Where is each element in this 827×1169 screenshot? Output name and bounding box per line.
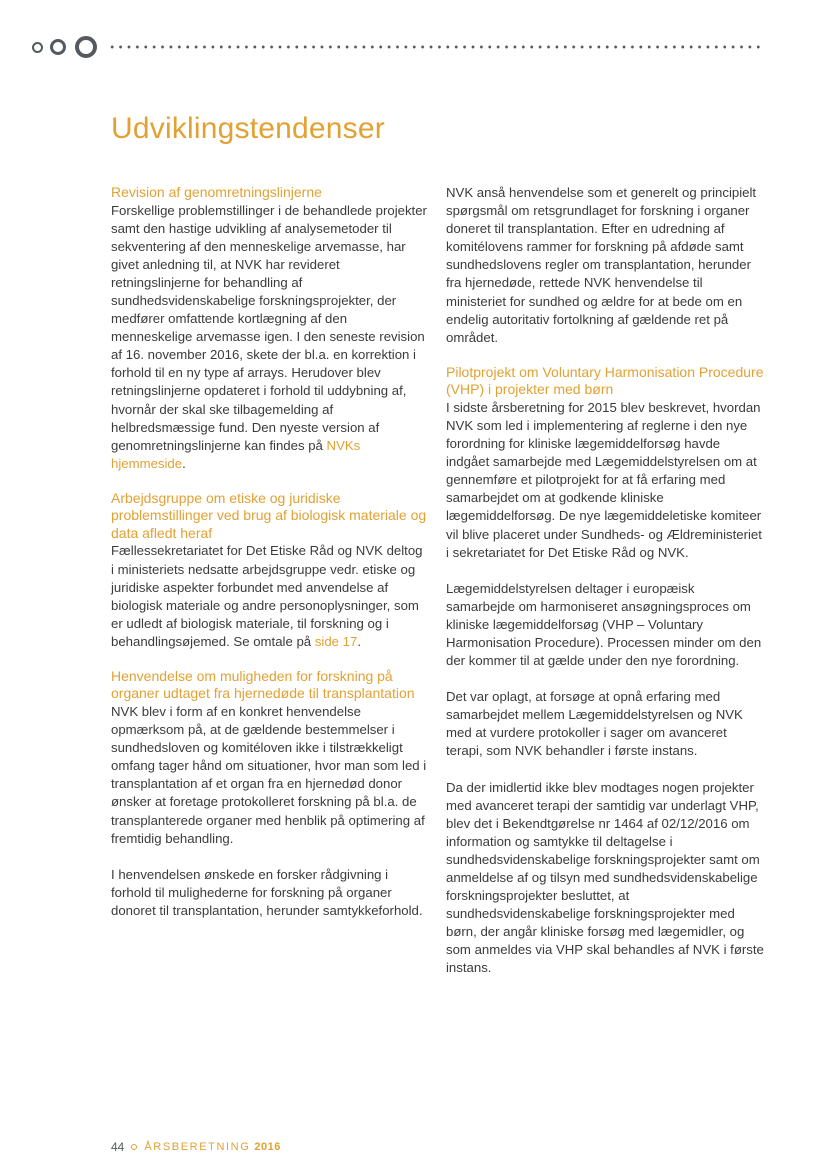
section-heading-vhp-pilot: Pilotprojekt om Voluntary Harmonisation Procedure (VHP) i projekter med børn xyxy=(446,363,764,398)
page-footer xyxy=(111,1140,281,1154)
section-heading-genome-guidelines: Revision af genomretningslinjerne xyxy=(111,184,322,200)
medium-circle-icon xyxy=(50,39,66,55)
left-column xyxy=(111,184,429,920)
dotted-line xyxy=(108,45,760,49)
footer-year: 2016 xyxy=(254,1141,281,1153)
section-body-vhp-4: Da der imidlertid ikke blev modtages nogen projekter med avanceret terapi der samtidig var underlagt VHP, blev det i Bekendtgørelse nr 1464 af 02/12/2016 om information og samtykke til deltagelse i sundhedsvidenskabelige forskningsprojekter samt om anmeldelse af og tilsyn med sundhedsvidenskabelige forskningsprojekter besluttet, at sundhedsvidenskabelige forskningsprojekter med børn, der angår kliniske forsøg med lægemidler, og som anmeldes via VHP skal behandles af NVK i første instans. xyxy=(446,779,764,976)
section-body-vhp-2: Lægemiddelstyrelsen deltager i europæisk samarbejde om harmoniseret ansøgningsproces om kliniske lægemiddelforsøg (VHP – Voluntary Harmonisation Procedure). Processen minder om den der kommer til at gælde under den nye forordning. xyxy=(446,580,762,669)
footer-document-title: ÅRSBERETNING xyxy=(144,1141,251,1153)
section-body-vhp-3: Det var oplagt, at forsøge at opnå erfaring med samarbejdet mellem Lægemiddelstyrelsen og NVK med at vurdere protokoller i sager om avanceret terapi, som NVK behandler i første instans. xyxy=(446,689,743,759)
footer-circle-icon xyxy=(131,1144,137,1150)
section-body-organ-research-2: I henvendelsen ønskede en forsker rådgivning i forhold til mulighederne for forskning på organer donoret til transplantation, herunder samtykkeforhold. xyxy=(111,866,423,918)
page-number: 44 xyxy=(111,1140,125,1154)
organ-research-continued: NVK anså henvendelse som et generelt og principielt spørgsmål om retsgrundlaget for forskning i organer doneret til transplantation. Efter en udredning af komitélovens rammer for forskning på afdøde samt sundhedslovens regler om transplantation, herunder fra hjernedøde, rettede NVK henvendelse til ministeriet for sundhed og ældre for at bede om en endelig autoritativ fortolkning af gældende ret på området. xyxy=(446,185,757,345)
section-heading-organ-research: Henvendelse om muligheden for forskning på organer udtaget fra hjernedøde til transplantation xyxy=(111,667,415,702)
small-circle-icon xyxy=(32,42,43,53)
right-column xyxy=(446,184,764,978)
page-17-link[interactable]: side 17 xyxy=(314,633,358,649)
page-title: Udviklingstendenser xyxy=(111,112,385,145)
section-body-genome-guidelines: Forskellige problemstillinger i de behandlede projekter samt den hastige udvikling af analysemetoder til sekventering af den menneskelige arvemasse, har givet anledning til, at NVK har revideret retningslinjerne for behandling af sundhedsvidenskabelige forskningsprojekter, der medfører omfattende kortlægning af den menneskelige arvemasse igen. I den seneste revision af 16. november 2016, skete der bl.a. en korrektion i forhold til en ny type af arrays. Herudover blev retningslinjerne opdateret i forhold til uddybning af, hvornår der skal ske tilbagemelding af helbredsmæssige fund. Den nyeste version af genomretningslinjerne kan findes på NVKs hjemmeside. xyxy=(111,202,427,471)
section-body-vhp-1: I sidste årsberetning for 2015 blev beskrevet, hvordan NVK som led i implementering af reglerne i den nye forordning for kliniske lægemiddelforsøg havde indgået samarbejde med Lægemiddelstyrelsen om at gennemføre et pilotprojekt for at få erfaring med samarbejdet om at godkende kliniske lægemiddelforsøg. De nye lægemiddeletiske komiteer vil blive placeret under Sundheds- og Ældreministeriet i sekretariatet for Det Etiske Råd og NVK. xyxy=(446,399,762,560)
section-body-working-group: Fællessekretariatet for Det Etiske Råd og NVK deltog i ministeriets nedsatte arbejdsgruppe vedr. etiske og juridiske aspekter forbundet med anvendelse af biologisk materiale og andre personoplysninger, som er udledt af biologisk materiale, til forskning og i behandlingsøjemed. Se omtale på side 17. xyxy=(111,543,423,649)
section-heading-working-group: Arbejdsgruppe om etiske og juridiske problemstillinger ved brug af biologisk materiale og data afledt heraf xyxy=(111,489,427,541)
section-body-organ-research-1: NVK blev i form af en konkret henvendelse opmærksom på, at de gældende bestemmelser i sundhedsloven og komitéloven ikke i tilstrækkeligt omfang tager hånd om situationer, hvor man som led i transplantation af et organ fra en hjernedød donor ønsker at foretage protokolleret forskning på bl.a. de transplanterede organer med henblik på optimering af fremtidig behandling. xyxy=(111,703,427,846)
header-decoration xyxy=(32,36,762,58)
large-circle-icon xyxy=(75,36,97,58)
nvk-website-link[interactable]: NVKs hjemmeside xyxy=(111,437,361,471)
